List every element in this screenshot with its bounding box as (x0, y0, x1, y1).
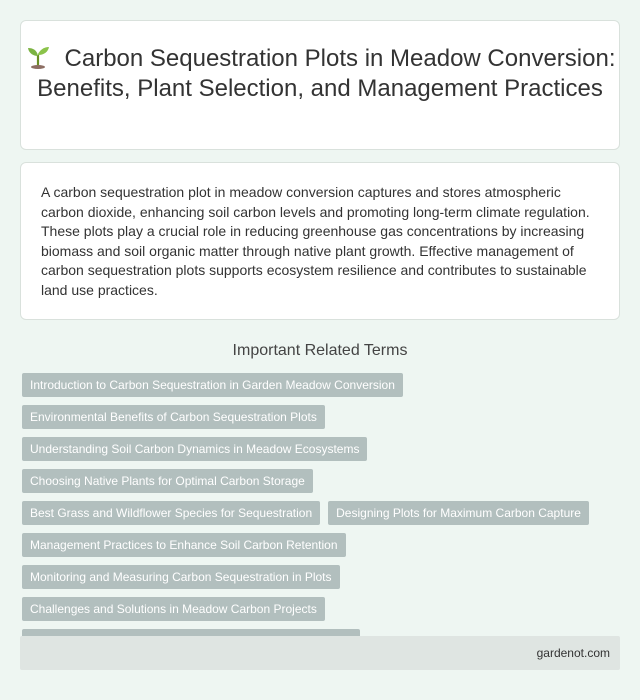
related-term-tag[interactable]: Monitoring and Measuring Carbon Sequestration in Plots (22, 565, 340, 589)
sprout-icon (25, 43, 51, 69)
related-term-tag[interactable]: Introduction to Carbon Sequestration in Garden Meadow Conversion (22, 373, 403, 397)
related-term-tag[interactable]: Best Grass and Wildflower Species for Sequestration (22, 501, 320, 525)
related-terms-list (22, 373, 622, 661)
intro-card (20, 162, 620, 320)
related-term-tag[interactable]: Choosing Native Plants for Optimal Carbon Storage (22, 469, 313, 493)
related-term-tag[interactable]: Management Practices to Enhance Soil Carbon Retention (22, 533, 346, 557)
related-term-tag[interactable]: Understanding Soil Carbon Dynamics in Meadow Ecosystems (22, 437, 367, 461)
title-card (20, 20, 620, 150)
related-term-tag[interactable]: Designing Plots for Maximum Carbon Capture (328, 501, 589, 525)
page-title (21, 43, 619, 104)
related-term-tag[interactable]: Environmental Benefits of Carbon Sequestration Plots (22, 405, 325, 429)
intro-paragraph: A carbon sequestration plot in meadow conversion captures and stores atmospheric carbon dioxide, enhancing soil carbon levels and promoting long-term climate regulation. These plots play a crucial role in reducing greenhouse gas concentrations by increasing biomass and soil organic matter through native plant growth. Effective management of carbon sequestration plots supports ecosystem resilience and contributes to sustainable land use practices. (41, 184, 590, 298)
related-terms-heading: Important Related Terms (232, 342, 408, 359)
footer-site-link[interactable]: gardenot.com (536, 646, 610, 660)
footer (20, 636, 620, 670)
page-title-text: Carbon Sequestration Plots in Meadow Conversion: Benefits, Plant Selection, and Management Practices (37, 45, 616, 102)
related-term-tag[interactable]: Challenges and Solutions in Meadow Carbon Projects (22, 597, 325, 621)
